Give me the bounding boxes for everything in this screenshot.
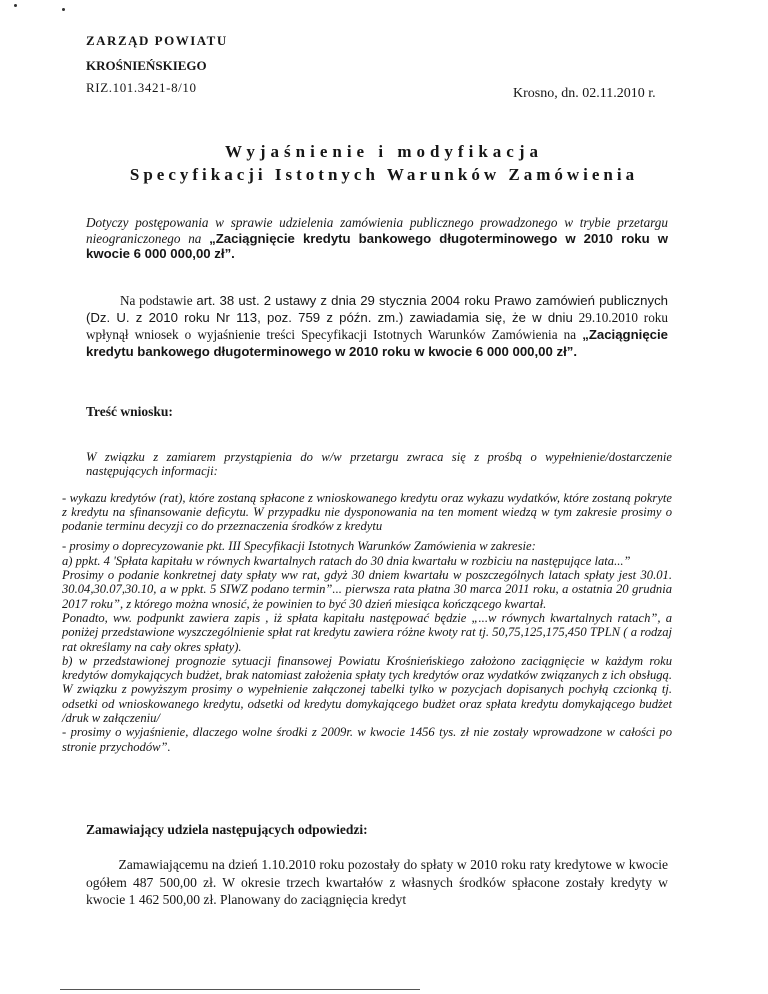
request-subitem-text: Prosimy o podanie konkretnej daty spłaty ww rat, gdyż 30 dniem kwartału w poszczególnych latach spłaty jest 30.01. 30.04,30.07,30.10, a w ppkt. 5 SIWZ podano termin”... pierwsza rata płatna 30 marca 2011 roku, a ostatnia 20 grudnia 2017 roku”, z którego można wnosić, że powinien to być 30 dzień miesiąca kończącego kwartał.: [62, 568, 672, 611]
organization-name-line2: KROŚNIEŃSKIEGO: [86, 58, 207, 73]
request-item: - prosimy o doprecyzowanie pkt. III Specyfikacji Istotnych Warunków Zamówienia w zakresie:: [62, 539, 536, 554]
organization-name: ZARZĄD POWIATU: [86, 33, 228, 48]
request-item: - prosimy o wyjaśnienie, dlaczego wolne środki z 2009r. w kwocie 1456 tys. zł nie zostały wprowadzone w całości po stronie przychodów”.: [62, 725, 672, 754]
document-title: Wyjaśnienie i modyfikacja: [225, 142, 543, 161]
subject-paragraph: [86, 215, 668, 262]
intro-paragraph: [86, 292, 668, 360]
answer-heading: Zamawiający udziela następujących odpowiedzi:: [86, 822, 368, 837]
intro-date: 29.10.2010 roku wpłynął wniosek o wyjaśnienie treści Specyfikacji Istotnych Warunków Zamówienia na: [86, 310, 668, 342]
request-subitem: b) w przedstawionej prognozie sytuacji finansowej Powiatu Krośnieńskiego założono zaciągnięcie w każdym roku kredytów domykających budżet, brak natomiast założenia spłaty tych kredytów oraz wydatków związanych z ich obsługą. W związku z powyższym prosimy o wypełnienie załączonej tabelki tylko w pozycjach dopisanych pochyłą czcionką tj. odsetki od wnioskowanego kredytu, odsetki od kredytu domykającego budżet oraz spłata kredytu domykającego budżet /druk w załączeniu/: [62, 653, 672, 726]
intro-text: Na podstawie: [119, 293, 193, 308]
scan-speck: [14, 4, 17, 7]
scan-speck: [62, 8, 65, 11]
intro-journal: (Dz. U. z 2010 roku Nr 113, poz. 759 z późn. zm.) zawiadamia się, że w dniu: [86, 310, 573, 325]
answer-text: Zamawiającemu na dzień 1.10.2010 roku pozostały do spłaty w 2010 roku raty kredytowe w kwocie ogółem 487 500,00 zł. W okresie trzech kwartałów z własnych środków spłacone zostały kredyty w kwocie 1 462 500,00 zł. Planowany do zaciągnięcia kredyt: [86, 857, 669, 907]
subject-title: „Zaciągnięcie kredytu bankowego długoterminowego w 2010 roku w kwocie 6 000 000,00 zł”.: [86, 230, 668, 261]
intro-title: „Zaciągnięcie kredytu bankowego długoterminowego w 2010 roku w kwocie 6 000 000,00 zł”.: [86, 327, 668, 359]
request-subitem: a) ppkt. 4 'Spłata kapitału w równych kwartalnych ratach do 30 dnia kwartału w rozbiciu na następujące lata...”: [62, 553, 631, 568]
document-subtitle: Specyfikacji Istotnych Warunków Zamówienia: [129, 165, 639, 184]
request-list: [62, 450, 672, 754]
request-item: - wykazu kredytów (rat), które zostaną spłacone z wnioskowanego kredytu oraz wykazu wydatków, które zostaną pokryte z kredytu na sfinansowanie deficytu. W przypadku nie dysponowania na ten moment wiedzą w tym zakresie prosimy o podanie terminu decyzji co do przeznaczenia środków z kredytu: [62, 490, 672, 534]
intro-law: art. 38 ust. 2 ustawy z dnia 29 stycznia 2004 roku Prawo zamówień publicznych: [196, 293, 669, 308]
request-intro: W związku z zamiarem przystąpienia do w/w przetargu zwraca się z prośbą o wypełnienie/dostarczenie następujących informacji:: [86, 450, 672, 479]
request-heading: Treść wniosku:: [86, 404, 173, 419]
document-date: Krosno, dn. 02.11.2010 r.: [513, 86, 656, 101]
footer-rule: [60, 989, 420, 990]
answer-paragraph: [86, 856, 668, 909]
reference-number: RIZ.101.3421-8/10: [86, 80, 197, 95]
request-subitem-text: Ponadto, ww. podpunkt zawiera zapis , iż spłata kapitału następować będzie „...w równych kwartalnych ratach”, a poniżej przedstawione wyszczególnienie spłat rat kredytu zawiera różne kwoty rat tj. 50,75,125,175,450 TPLN ( a rodzaj rat określamy na cały okres spłaty).: [62, 610, 672, 654]
subject-lead: Dotyczy postępowania w sprawie udzielenia zamówienia publicznego prowadzonego w trybie przetargu nieograniczonego na: [86, 215, 668, 246]
